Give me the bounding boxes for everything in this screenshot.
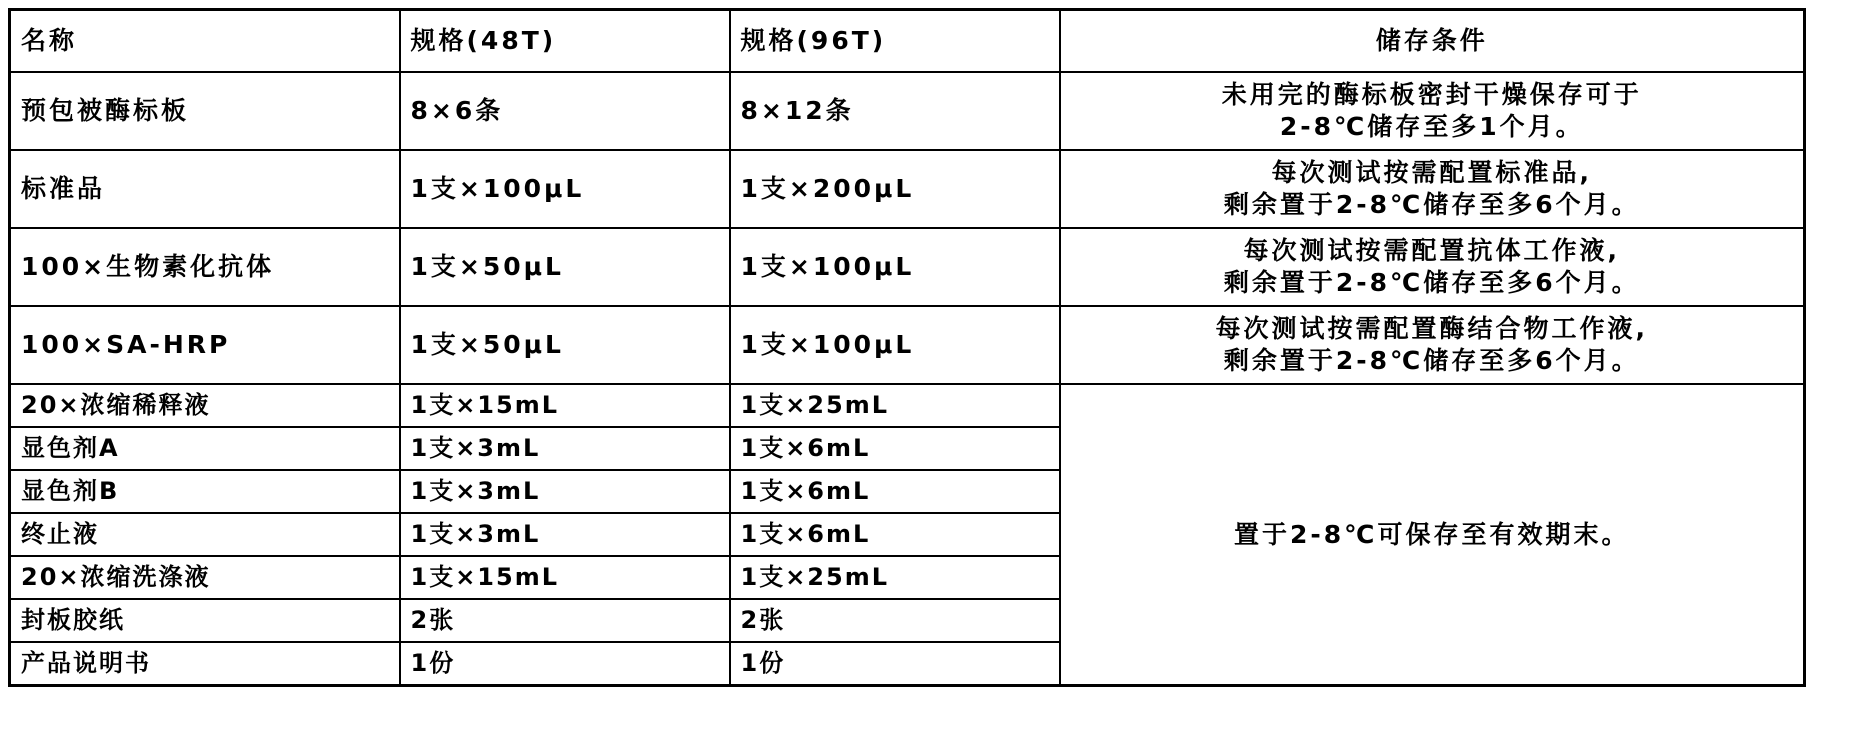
cell-spec-96t: 1支×200μL [730, 150, 1060, 228]
table-row [10, 228, 1805, 306]
cell-component-name: 20×浓缩稀释液 [10, 384, 400, 427]
cell-spec-48t: 1支×50μL [400, 228, 730, 306]
cell-spec-48t: 1支×50μL [400, 306, 730, 384]
column-header-spec-96t: 规格(96T) [730, 10, 1060, 73]
cell-spec-48t: 1支×15mL [400, 384, 730, 427]
cell-spec-96t: 1支×25mL [730, 556, 1060, 599]
cell-component-name: 标准品 [10, 150, 400, 228]
table-header [10, 10, 1805, 73]
table-body [10, 72, 1805, 686]
storage-line: 2-8℃储存至多1个月。 [1279, 112, 1584, 141]
storage-line: 未用完的酶标板密封干燥保存可于 [1221, 80, 1642, 109]
cell-spec-48t: 1支×100μL [400, 150, 730, 228]
cell-component-name: 显色剂B [10, 470, 400, 513]
cell-component-name: 预包被酶标板 [10, 72, 400, 150]
cell-storage [1060, 228, 1805, 306]
cell-spec-48t: 8×6条 [400, 72, 730, 150]
cell-spec-48t: 1支×3mL [400, 470, 730, 513]
cell-component-name: 终止液 [10, 513, 400, 556]
storage-line: 剩余置于2-8℃储存至多6个月。 [1223, 268, 1640, 297]
table-header-row [10, 10, 1805, 73]
column-header-spec-48t: 规格(48T) [400, 10, 730, 73]
cell-spec-96t: 1支×6mL [730, 513, 1060, 556]
cell-spec-48t: 1支×15mL [400, 556, 730, 599]
cell-component-name: 显色剂A [10, 427, 400, 470]
table-row [10, 306, 1805, 384]
cell-spec-96t: 1支×6mL [730, 470, 1060, 513]
table-row [10, 72, 1805, 150]
cell-spec-96t: 1支×100μL [730, 306, 1060, 384]
cell-spec-96t: 1支×6mL [730, 427, 1060, 470]
column-header-storage: 储存条件 [1060, 10, 1805, 73]
cell-spec-48t: 1支×3mL [400, 427, 730, 470]
cell-spec-96t: 1支×25mL [730, 384, 1060, 427]
cell-storage [1060, 150, 1805, 228]
cell-spec-48t: 1支×3mL [400, 513, 730, 556]
storage-line: 每次测试按需配置标准品, [1271, 158, 1592, 187]
cell-storage [1060, 306, 1805, 384]
table-row [10, 150, 1805, 228]
column-header-name: 名称 [10, 10, 400, 73]
cell-spec-96t: 2张 [730, 599, 1060, 642]
cell-component-name: 封板胶纸 [10, 599, 400, 642]
storage-line: 剩余置于2-8℃储存至多6个月。 [1223, 190, 1640, 219]
cell-spec-48t: 1份 [400, 642, 730, 686]
cell-component-name: 100×SA-HRP [10, 306, 400, 384]
table-row [10, 384, 1805, 427]
cell-component-name: 100×生物素化抗体 [10, 228, 400, 306]
storage-line: 每次测试按需配置酶结合物工作液, [1215, 314, 1648, 343]
storage-line: 剩余置于2-8℃储存至多6个月。 [1223, 346, 1640, 375]
cell-spec-96t: 8×12条 [730, 72, 1060, 150]
cell-spec-96t: 1份 [730, 642, 1060, 686]
cell-spec-96t: 1支×100μL [730, 228, 1060, 306]
cell-component-name: 20×浓缩洗涤液 [10, 556, 400, 599]
cell-storage-merged: 置于2-8℃可保存至有效期末。 [1060, 384, 1805, 686]
cell-spec-48t: 2张 [400, 599, 730, 642]
kit-components-table [8, 8, 1806, 687]
storage-line: 每次测试按需配置抗体工作液, [1243, 236, 1620, 265]
cell-storage [1060, 72, 1805, 150]
cell-component-name: 产品说明书 [10, 642, 400, 686]
